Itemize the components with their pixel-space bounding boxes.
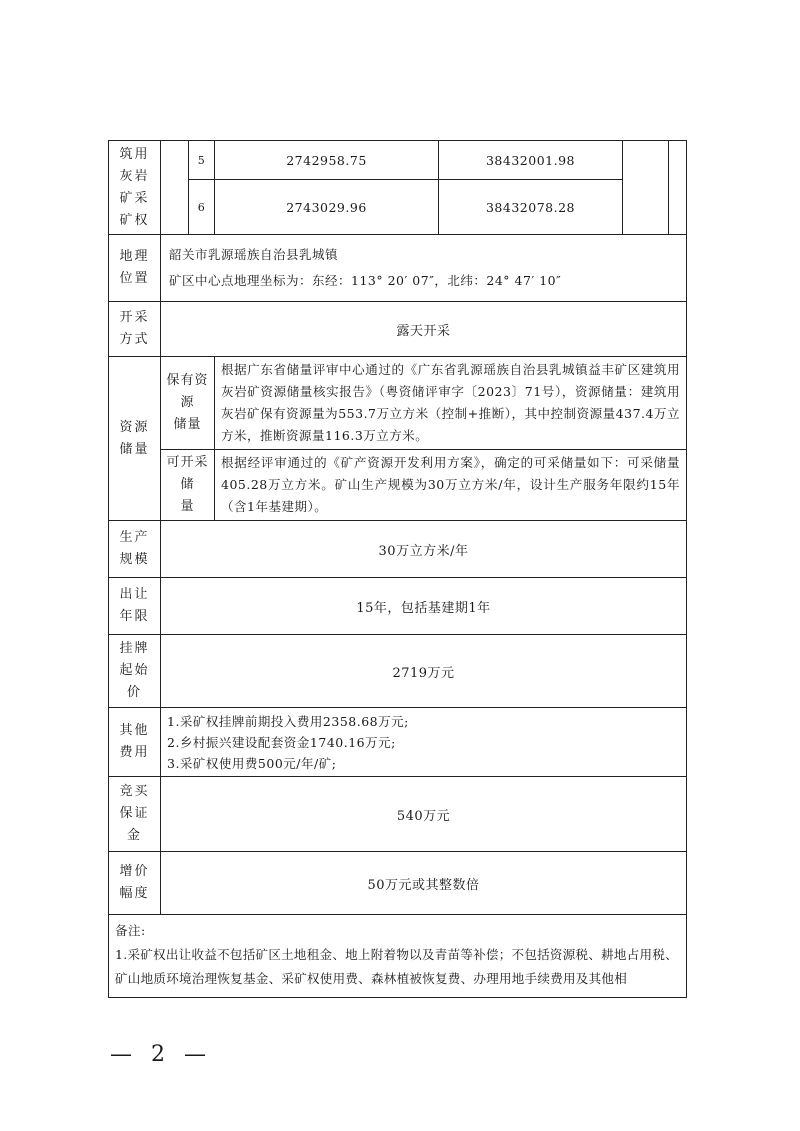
mining-method-row — [109, 302, 687, 357]
blank-cell — [669, 141, 687, 235]
notes-row — [109, 915, 687, 998]
point-y: 38432001.98 — [439, 141, 623, 180]
deposit-label: 竞买 保证 金 — [109, 777, 161, 852]
location-line-1: 韶关市乳源瑶族自治县乳城镇 — [169, 247, 339, 262]
fee-item: 1.采矿权挂牌前期投入费用2358.68万元; — [167, 713, 409, 729]
point-y: 38432078.28 — [439, 180, 623, 235]
deposit-row — [109, 777, 687, 852]
increment-row — [109, 852, 687, 915]
page-number: — 2 — — [110, 1042, 212, 1067]
retained-reserves-label: 保有资源 储量 — [161, 357, 215, 450]
notes-cell — [109, 915, 687, 998]
coord-row-6 — [109, 180, 687, 235]
retained-reserves-text: 根据广东省储量评审中心通过的《广东省乳源瑶族自治县乳城镇益丰矿区建筑用灰岩矿资源储量核实报告》（粤资储评审字〔2023〕71号），资源储量：建筑用灰岩矿保有资源量为553.7万立方米（控制+推断），其中控制资源量437.4万立方米，推断资源量116.3万立方米。 — [215, 357, 687, 450]
transfer-term-value: 15年，包括基建期1年 — [161, 578, 687, 635]
production-scale-label: 生产 规模 — [109, 521, 161, 578]
mining-right-info-table — [108, 140, 687, 998]
fee-item: 2.乡村振兴建设配套资金1740.16万元; — [167, 734, 396, 750]
other-fees-row — [109, 708, 687, 777]
mining-method-value: 露天开采 — [161, 302, 687, 357]
mineable-reserves-label: 可开采储 量 — [161, 450, 215, 521]
production-scale-value: 30万立方米/年 — [161, 521, 687, 578]
starting-price-label: 挂牌 起始 价 — [109, 635, 161, 708]
other-fees-list — [161, 708, 687, 777]
location-row — [109, 235, 687, 302]
production-scale-row — [109, 521, 687, 578]
transfer-term-label: 出让 年限 — [109, 578, 161, 635]
fee-item: 3.采矿权使用费500元/年/矿; — [167, 755, 337, 771]
mining-method-label: 开采 方式 — [109, 302, 161, 357]
starting-price-value: 2719万元 — [161, 635, 687, 708]
point-index: 6 — [189, 180, 215, 235]
mining-right-label: 筑用 灰岩 矿采 矿权 — [109, 141, 161, 235]
location-value — [161, 235, 687, 302]
deposit-value: 540万元 — [161, 777, 687, 852]
reserves-mineable-row — [109, 450, 687, 521]
reserves-label: 资源 储量 — [109, 357, 161, 521]
location-label: 地理 位置 — [109, 235, 161, 302]
transfer-term-row — [109, 578, 687, 635]
blank-cell — [623, 141, 669, 235]
increment-label: 增价 幅度 — [109, 852, 161, 915]
point-x: 2742958.75 — [215, 141, 439, 180]
blank-cell — [161, 141, 189, 235]
mineable-reserves-text: 根据经评审通过的《矿产资源开发利用方案》，确定的可采储量如下：可采储量405.28万立方米。矿山生产规模为30万立方米/年，设计生产服务年限约15年（含1年基建期）。 — [215, 450, 687, 521]
reserves-retained-row — [109, 357, 687, 450]
starting-price-row — [109, 635, 687, 708]
increment-value: 50万元或其整数倍 — [161, 852, 687, 915]
notes-title: 备注: — [115, 923, 146, 938]
location-line-2: 矿区中心点地理坐标为：东经：113° 20′ 07″，北纬：24° 47′ 10″ — [169, 273, 562, 288]
notes-text: 1.采矿权出让收益不包括矿区土地租金、地上附着物以及青苗等补偿；不包括资源税、耕地占用税、矿山地质环境治理恢复基金、采矿权使用费、森林植被恢复费、办理用地手续费用及其他相 — [115, 947, 678, 986]
point-index: 5 — [189, 141, 215, 180]
coord-row-5 — [109, 141, 687, 180]
point-x: 2743029.96 — [215, 180, 439, 235]
other-fees-label: 其他 费用 — [109, 708, 161, 777]
